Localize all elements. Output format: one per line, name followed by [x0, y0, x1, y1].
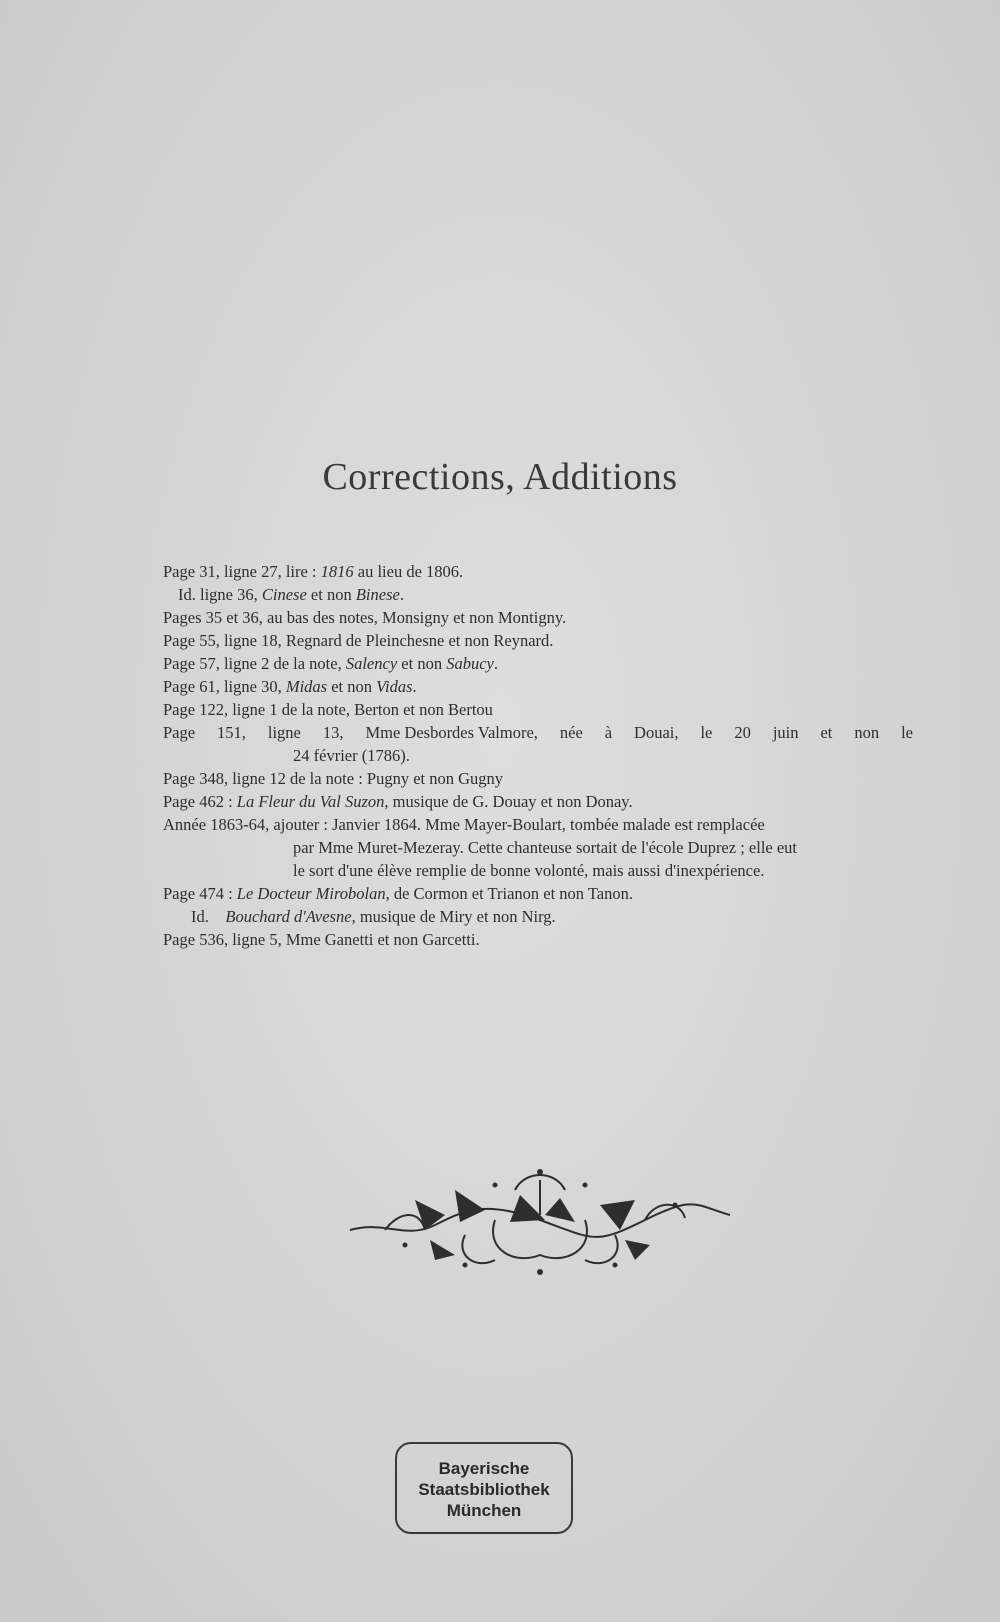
list-item-continuation: le sort d'une élève remplie de bonne volonté, mais aussi d'inexpérience.	[293, 861, 765, 880]
floral-ornament-icon	[345, 1160, 735, 1280]
list-item-continuation: par Mme Muret-Mezeray. Cette chanteuse sortait de l'école Duprez ; elle eut	[293, 838, 798, 857]
library-stamp: Bayerische Staatsbibliothek München	[395, 1442, 573, 1534]
list-item: Page 61, ligne 30, Midas et non Vidas.	[163, 677, 417, 696]
list-item: Page 462 : La Fleur du Val Suzon, musique de G. Douay et non Donay.	[163, 792, 633, 811]
list-item: Page 474 : Le Docteur Mirobolan, de Cormon et Trianon et non Tanon.	[163, 884, 633, 903]
list-item: Pages 35 et 36, au bas des notes, Monsigny et non Montigny.	[163, 608, 567, 627]
list-item: Page 55, ligne 18, Regnard de Pleinchesne et non Reynard.	[163, 631, 554, 650]
corrections-list	[163, 560, 913, 951]
list-item-continuation: 24 février (1786).	[293, 746, 410, 765]
list-item: Année 1863-64, ajouter : Janvier 1864. Mme Mayer-Boulart, tombée malade est remplacée	[163, 815, 765, 834]
page-title: Corrections, Additions	[322, 456, 678, 498]
list-item: Page 536, ligne 5, Mme Ganetti et non Garcetti.	[163, 930, 480, 949]
list-item: Page 348, ligne 12 de la note : Pugny et non Gugny	[163, 769, 504, 788]
list-item: Id. ligne 36, Cinese et non Binese.	[178, 585, 404, 604]
list-item: Id. Bouchard d'Avesne, musique de Miry et non Nirg.	[191, 907, 556, 926]
list-item: Page 57, ligne 2 de la note, Salency et non Sabucy.	[163, 654, 498, 673]
list-item: Page 122, ligne 1 de la note, Berton et non Bertou	[163, 700, 493, 719]
list-item: Page 31, ligne 27, lire : 1816 au lieu de 1806.	[163, 562, 464, 581]
list-item-justified: Page 151, ligne 13, Mme Desbordes Valmore, née à Douai, le 20 juin et non le	[163, 723, 913, 742]
